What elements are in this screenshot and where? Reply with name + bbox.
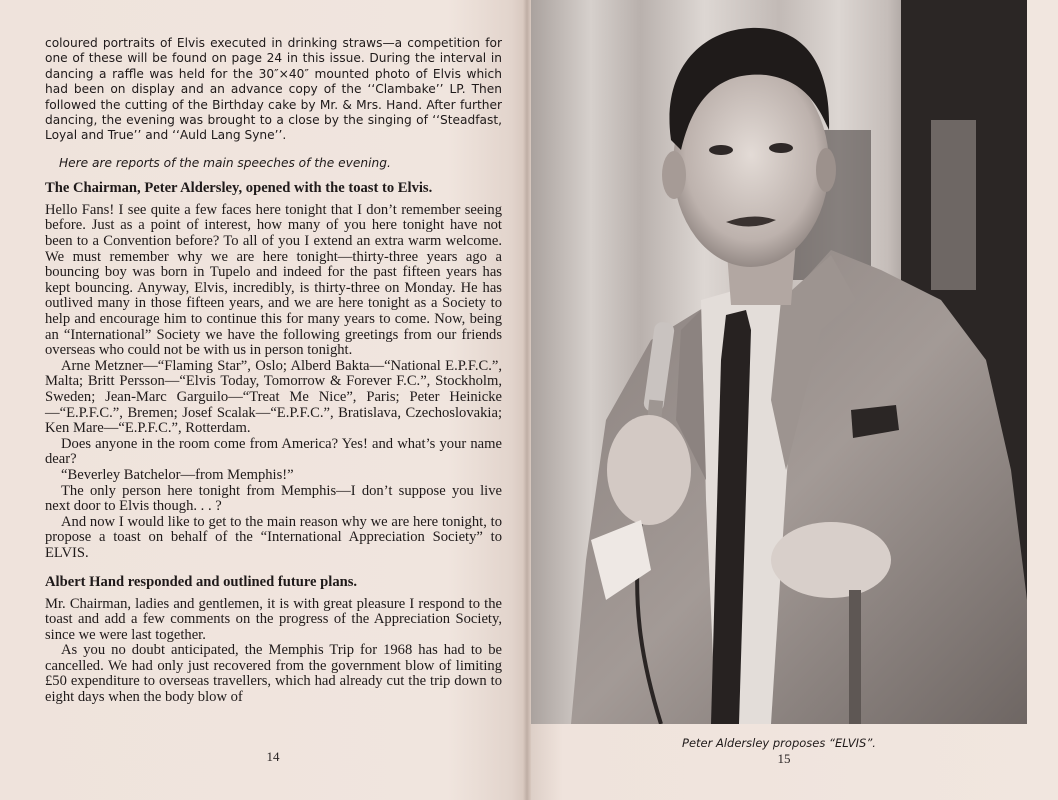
photo-illustration	[531, 0, 1027, 724]
chairman-speech-para-2: Arne Metzner—“Flaming Star”, Oslo; Alberd Bakta—“National E.P.F.C.”, Malta; Britt Persson—“Elvis Today, Tomorrow & Forever F.C.”, Stockholm, Sweden; Jean-Marc Garguilo—“Treat Me Nice”, Paris; Peter Heinicke—“E.P.F.C.”, Bremen; Josef Scalak—“E.P.F.C.”, Bratislava, Czechoslovakia; Ken Mare—“E.P.F.C.”, Rotterdam.	[45, 357, 502, 437]
albert-hand-heading: Albert Hand responded and outlined future plans.	[45, 573, 358, 590]
chairman-speech-para-6: And now I would like to get to the main reason why we are here tonight, to propose a toast on behalf of the “International Appreciation Society” to ELVIS.	[45, 513, 502, 561]
chairman-speech-para-5: The only person here tonight from Memphis—I don’t suppose you live next door to Elvis though. . . ?	[45, 482, 502, 515]
chairman-speech-para-3: Does anyone in the room come from America? Yes! and what’s your name dear?	[45, 435, 502, 468]
photo-peter-aldersley	[531, 0, 1027, 724]
section-gap	[45, 562, 502, 574]
albert-speech-para-2: As you no doubt anticipated, the Memphis Trip for 1968 has had to be cancelled. We had only just recovered from the government blow of limiting £50 expenditure to overseas travellers, which had already cut the trip down to eight days when the body blow of	[45, 642, 502, 706]
chairman-heading: The Chairman, Peter Aldersley, opened with the toast to Elvis.	[45, 179, 433, 196]
left-page-number: 14	[266, 749, 280, 764]
chairman-speech-para-1: Hello Fans! I see quite a few faces here tonight that I don’t remember seeing before. Just as a point of interest, how many of you here tonight have not been to a Convention before? To all of you I extend an extra warm welcome. We must remember why we are here tonight—thirty-three years ago a bouncing boy was born in Tupelo and indeed for the past fifteen years has kept bouncing. Anyway, Elvis, incredibly, is thirty-three on Monday. He has outlived many in those fifteen years, and we are here tonight as a Society to help and encourage him to continue this for many years to come. Now, being an “International” Society we have the following greetings from our friends overseas who could not be with us in person tonight.	[45, 201, 502, 359]
opening-paragraph: coloured portraits of Elvis executed in drinking straws—a competition for one of these will be found on page 24 in this issue. During the interval in dancing a raffle was held for the 30″×40″ mounted photo of Elvis which had been on display and an advance copy of the ‘‘Clambake’’ LP. Then followed the cutting of the Birthday cake by Mr. & Mrs. Hand. After further dancing, the evening was brought to a close by the singing of ‘‘Steadfast, Loyal and True’’ and ‘‘Auld Lang Syne’’.	[45, 36, 502, 143]
left-text-column	[45, 36, 502, 706]
photo-caption: Peter Aldersley proposes “ELVIS”.	[682, 736, 876, 750]
intro-line: Here are reports of the main speeches of the evening.	[59, 155, 391, 170]
book-gutter	[523, 0, 531, 800]
right-page-number: 15	[777, 751, 791, 766]
chairman-speech-para-4: “Beverley Batchelor—from Memphis!”	[61, 466, 294, 483]
left-page	[0, 0, 527, 800]
albert-speech-para-1: Mr. Chairman, ladies and gentlemen, it is with great pleasure I respond to the toast and add a few comments on the progress of the Appreciation Society, since we were last together.	[45, 595, 502, 643]
